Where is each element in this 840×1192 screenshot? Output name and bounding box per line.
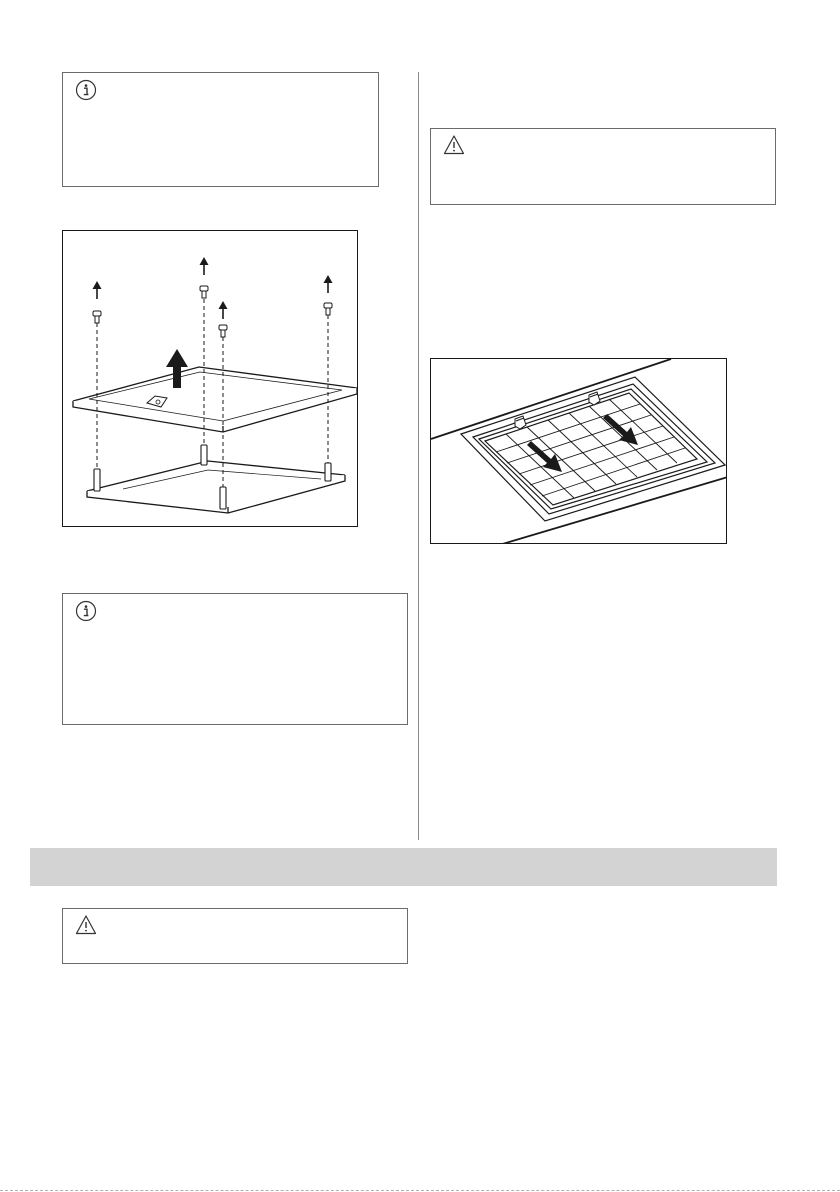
screws xyxy=(93,286,332,337)
info-note-box-1 xyxy=(62,72,379,187)
info-note-box-2 xyxy=(62,593,408,725)
figure-filter-screws-drawing xyxy=(63,231,358,527)
section-heading-bar xyxy=(30,848,777,886)
figure-filter-screws xyxy=(62,230,358,527)
info-icon xyxy=(75,600,97,622)
page-bottom-rule xyxy=(0,1190,840,1191)
filter-frame xyxy=(73,367,357,432)
warning-icon xyxy=(75,914,97,936)
warning-icon xyxy=(443,134,465,156)
arrow-up-icon xyxy=(93,257,333,319)
warning-note-box-1 xyxy=(430,128,776,205)
figure-filter-removal xyxy=(430,358,727,544)
hood-plate xyxy=(87,461,345,513)
warning-note-box-2 xyxy=(62,908,408,964)
figure-filter-removal-drawing xyxy=(431,359,727,544)
info-icon xyxy=(75,79,97,101)
column-divider xyxy=(418,72,419,840)
